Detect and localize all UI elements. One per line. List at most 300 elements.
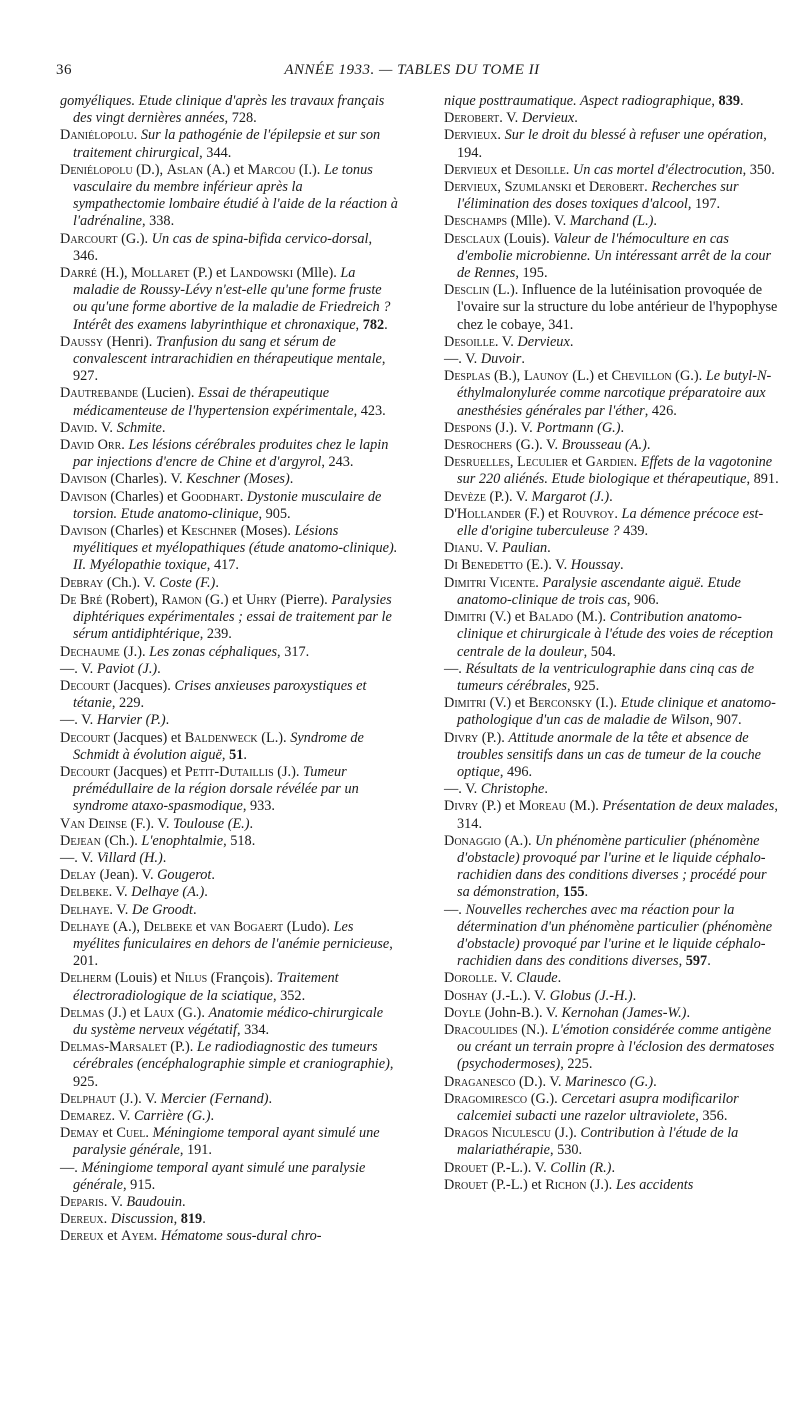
article-title: Lésions myélitiques et myélopathiques (étude anatomo-clinique). II. Myélopathie toxique [73,523,398,574]
article-title: Crises anxieuses paroxystiques et tétanie [73,677,367,712]
entry-text: (P.). V. [485,488,532,505]
author-name: Moreau [518,798,566,815]
index-entry [60,678,398,712]
author-name: Drouet [444,1176,488,1193]
entry-text: (Pierre). [276,591,332,608]
index-entry [60,592,398,644]
entry-text: . [620,419,625,436]
index-entry [60,385,398,419]
author-name: Marcou [247,161,296,178]
index-entry [60,523,398,575]
entry-text: . [619,557,624,574]
author-name: Rouvroy [562,505,615,522]
entry-text: (N.). [517,1021,552,1038]
article-title: Résultats de la ventriculographie dans cinq cas de tumeurs cérébrales [457,660,755,694]
entry-text: , 905. [258,505,291,522]
author-name: Dautrebande [60,385,139,402]
index-entry [444,368,782,420]
entry-text: . [182,1194,186,1210]
author-name: Dimitri [444,695,486,712]
entry-text: , 907. [709,712,742,729]
entry-text: (E.). V. [522,557,571,574]
article-title: Tumeur prémédullaire de la région dorsale révélée par un syndrome ataxo-spasmodique [73,763,359,815]
author-name: Demarez [60,1107,112,1124]
index-entry [60,471,398,488]
entry-text: (A.) et [203,161,248,178]
entry-text: (John-B.). V. [481,1004,562,1021]
entry-text: . [653,213,657,230]
author-name: Keschner [181,523,237,540]
article-title: Dervieux [517,333,570,350]
author-name: Launoy [523,368,569,385]
entry-text: (J.) et [104,1004,144,1021]
entry-text: (Louis) et [111,970,175,987]
entry-text: (J.). V. [491,419,537,436]
author-name: Gardien [585,454,634,471]
index-entry [444,489,782,506]
author-name: Baldenweck [184,729,258,746]
author-name: Landowski [229,265,294,282]
entry-text: . [243,746,247,763]
author-name: Decourt [60,729,110,746]
author-name: Debray [60,574,104,591]
entry-text: . V. [493,970,517,987]
entry-text: . [646,437,651,454]
entry-text: , 925. [566,677,600,694]
entry-text: , 927. [73,351,386,385]
article-title: Carrière (G.) [133,1107,211,1124]
author-name: Dechaume [60,643,120,660]
article-title: nique posttraumatique. Aspect radiographique [444,93,712,109]
index-column-left [60,93,398,1246]
author-name: Richon [545,1176,587,1193]
article-title: Paulian [501,540,548,557]
index-entry [444,231,782,283]
article-title: Un cas de spina-bifida cervico-dorsal [151,230,369,247]
entry-text: . V. [109,901,132,918]
entry-text: . [153,1228,161,1245]
index-entry [60,867,398,884]
author-name: Davison [60,523,107,540]
article-title: Marinesco (G.) [564,1073,654,1090]
author-name: Daussy [60,333,104,350]
index-entry [444,695,782,729]
article-title: Discussion [110,1211,174,1228]
entry-text: , 426. [644,402,677,419]
index-entry [60,1160,398,1194]
entry-text: , [555,884,564,901]
index-entry [444,1177,782,1194]
index-entry [444,540,782,557]
article-title: Harvier (P.) [96,712,166,729]
entry-text: . [204,884,208,901]
entry-text: (Moses). [236,523,295,540]
entry-text: . [644,179,652,196]
page-header [56,62,768,84]
entry-text: . [289,471,294,488]
entry-text: , 344. [199,144,232,161]
index-entry [60,1194,398,1211]
entry-text: , 229. [111,695,145,712]
entry-text: (J.). [273,763,304,780]
entry-text: , 423. [353,402,386,419]
index-entry [60,1228,398,1245]
entry-text: (Robert), [102,591,162,608]
entry-text: , 906. [626,591,659,608]
entry-text: 782 [362,316,385,333]
index-entry [60,1039,398,1091]
entry-text: , 728. [224,110,257,127]
entry-text: . [210,1107,215,1124]
entry-text: . [239,488,247,505]
entry-text: , 225. [560,1056,593,1073]
entry-text: (P.). [478,729,509,746]
index-entry [60,833,398,850]
entry-text: , 239. [199,626,232,643]
index-entry [444,506,782,540]
article-title: Schmite [116,419,162,436]
entry-text: , 243. [321,454,354,471]
entry-text: 155 [563,884,585,901]
index-entry [444,454,782,488]
entry-text: , 417. [206,557,239,574]
entry-text: (J.). V. [115,1090,161,1107]
entry-text: (Ch.). V. [103,574,160,591]
entry-text: (J.). [551,1125,581,1142]
author-name: Van Deinse [60,815,127,832]
article-title: La démence précoce est-elle d'origine tuberculeuse ? [457,505,764,540]
entry-text: (J.). [119,643,150,660]
entry-text: , 317. [277,643,310,660]
entry-text: . [161,419,166,436]
author-name: Nilus [174,970,208,987]
index-entry [444,1005,782,1022]
author-name: David Orr [60,437,122,454]
entry-text: (Jacques). [109,677,175,694]
index-entry [444,575,782,609]
author-name: Dorolle [444,970,494,987]
entry-text: , 334. [236,1021,270,1038]
index-entry [444,798,782,832]
entry-text: (J.-L.). V. [487,987,550,1004]
author-name: Despons [444,419,492,436]
author-name: Delhaye [60,901,110,918]
article-title: Kernohan (James-W.) [561,1004,687,1021]
entry-text: . [653,1073,657,1090]
author-name: Delphaut [60,1090,116,1107]
author-name: Deschamps [444,213,508,230]
index-entry [60,884,398,901]
article-title: Collin (R.) [550,1159,612,1176]
author-name: Desruelles [444,454,510,471]
author-name: Donaggio [444,832,501,849]
entry-text: . [215,574,219,591]
index-entry [444,93,782,110]
author-name: Davison [60,488,107,505]
entry-text: . [584,884,589,901]
entry-text: , 352. [272,987,306,1004]
author-name: David [60,419,95,436]
entry-text: —. V. [60,712,97,729]
entry-text: (G.) et [201,591,247,608]
index-entry [60,575,398,592]
article-title: Syndrome de Schmidt à évolution aiguë [73,729,364,763]
index-entry [60,420,398,437]
author-name: Ayem [121,1228,154,1245]
entry-text: (P.-L.). V. [487,1159,551,1176]
author-name: Darcourt [60,230,118,247]
author-name: Decourt [60,677,110,694]
entry-text: . [547,540,551,557]
entry-text: et [192,918,210,935]
entry-text: , 346. [73,230,373,264]
entry-text: . [565,161,573,178]
entry-text: et [98,1125,117,1142]
entry-text: (D.), [132,161,167,178]
entry-text: . [535,574,543,591]
article-title: L'enophtalmie [141,832,224,849]
entry-text: (L.). Influence de la lutéinisation provoquée de l'ovaire sur la structure du lobe antérieur de l'hypophyse chez le cobaye, 341. [457,282,778,333]
index-entry [60,764,398,816]
entry-text: (A.), [109,918,144,935]
author-name: Dianu [444,540,480,557]
entry-text: (G.). [117,230,152,247]
entry-text: . [145,1125,153,1142]
entry-text: (G.). V. [512,437,562,454]
entry-text: (F.). V. [127,815,173,832]
entry-text: —. [60,1159,82,1176]
index-entry [60,231,398,265]
index-entry [60,162,398,231]
index-entry [444,1125,782,1159]
entry-text: (Charles) et [106,488,182,505]
index-column-right [444,93,782,1194]
index-entry [60,265,398,334]
entry-text: . [544,781,548,798]
article-title: Duvoir [480,351,522,368]
article-title: Essai de thérapeutique médicamenteuse de l'hypertension expérimentale [73,385,354,419]
author-name: Dragos Niculescu [444,1125,552,1142]
article-title: Dystonie musculaire de torsion. Etude anatomo-clinique [73,488,382,522]
author-name: Dervieux [444,127,498,144]
author-name: Dejean [60,832,101,849]
entry-text: —. V. [60,660,97,677]
page-number: 36 [56,62,72,78]
entry-text: (Charles). V. [106,471,187,488]
index-entry [60,902,398,919]
author-name: Doshay [444,987,488,1004]
author-name: Dervieux [444,161,498,178]
article-title: Effets de la vagotonine sur 220 aliénés. Etude biologique et thérapeutique [457,454,773,488]
entry-text: (F.) et [521,505,563,522]
author-name: Leculier [517,454,568,471]
author-name: Derobert [444,110,500,127]
entry-text: (P.) et [189,265,230,282]
entry-text: (M.). [573,609,610,626]
entry-text: (P.-L.) et [487,1176,546,1193]
entry-text: , [173,1211,181,1228]
author-name: Di Benedetto [444,557,523,574]
index-entry [444,781,782,798]
article-title: Dervieux [521,110,575,127]
entry-text: (Mlle). [293,265,341,282]
entry-text: . [133,127,141,144]
author-name: Delmas-Marsalet [60,1039,167,1056]
index-entry [444,833,782,902]
entry-text: , 338. [141,213,175,230]
entry-text: —. V. [60,849,97,866]
entry-text: , 530. [549,1142,583,1159]
entry-text: (Mlle). V. [507,213,570,230]
entry-text: . [211,867,215,884]
entry-text: 439. [619,523,649,540]
article-title: Anatomie médico-chirurgicale du système nerveux végétatif [73,1004,384,1038]
index-entry [60,644,398,661]
index-entry [444,1160,782,1177]
entry-text: . [249,815,254,832]
entry-text: . V. [111,1107,134,1124]
author-name: Goodhart [181,488,240,505]
index-entry [444,351,782,368]
author-name: Delmas [60,1004,105,1021]
index-entry [444,420,782,437]
author-name: Dereux [60,1228,104,1245]
entry-text: , 518. [223,832,256,849]
index-entry [60,970,398,1004]
author-name: Deniélopolu [60,161,133,178]
entry-text: . [609,488,613,505]
entry-text: (Ch.). [100,832,142,849]
index-entry [444,661,782,695]
index-entry [60,93,398,127]
author-name: Delhaye [60,918,110,935]
index-entry [444,127,782,161]
index-entry [444,179,782,213]
entry-text: (Louis). [500,230,554,247]
entry-text: —. V. [444,781,481,798]
article-title: Traitement électroradiologique de la sciatique [73,970,339,1004]
entry-text: . V. [94,419,117,436]
author-name: Deparis [60,1194,104,1210]
author-name: Dervieux [444,179,498,196]
entry-text: . [162,849,167,866]
author-name: Delbeke [60,884,109,901]
entry-text: . [740,93,744,109]
index-entry [444,213,782,230]
article-title: Paralysie ascendante aiguë. Etude anatomo-clinique de trois cas [457,574,741,608]
entry-text: (Lucien). [138,385,199,402]
article-title: Villard (H.) [96,849,163,866]
entry-text: , 915. [123,1176,156,1193]
entry-text: . [497,127,505,144]
entry-text: . [157,660,161,677]
author-name: Desrochers [444,437,513,454]
article-title: Keschner (Moses) [186,471,290,488]
entry-text: (Charles) et [106,523,182,540]
article-title: Contribution anatomo-clinique et chirurgicale à l'étude des voies de réception centrale de la douleur [457,609,774,660]
author-name: Draganesco [444,1073,516,1090]
entry-text: , [355,316,363,333]
index-entry [60,1125,398,1159]
entry-text: , 314. [457,798,778,832]
index-entry [60,127,398,161]
index-entry [444,437,782,454]
entry-text: (I.). [592,695,621,712]
entry-text: . [521,351,525,368]
article-title: Tranfusion du sang et sérum de convalescent intrarachidien en thérapeutique mentale [73,333,382,368]
entry-text: , [221,746,230,763]
author-name: Cuel [116,1125,146,1142]
author-name: Davison [60,471,107,488]
index-entry [444,1091,782,1125]
entry-text: (Jacques) et [109,729,185,746]
index-entry [60,334,398,386]
entry-text: (Ludo). [283,918,334,935]
article-title: Hématome sous-dural chro- [160,1228,322,1245]
entry-text: , [678,953,686,970]
article-title: Delhaye (A.) [131,884,205,901]
article-title: Attitude anormale de la tête et absence de troubles sensitifs dans un cas de tumeur de la couche optique [457,729,762,780]
author-name: Desclin [444,282,490,299]
author-name: Daniélopolu [60,127,134,144]
author-name: Delbeke [143,918,193,935]
entry-text: . [121,437,129,454]
author-name: Petit-Dutaillis [184,763,274,780]
index-entry [60,850,398,867]
entry-text: , 925. [73,1056,394,1090]
entry-text: , 356. [695,1107,728,1124]
entry-text: (I.). [295,161,324,178]
entry-text: . [384,316,388,333]
author-name: Derobert [588,179,645,196]
entry-text: . [614,505,622,522]
entry-text: et [571,179,589,196]
article-title: Recherches sur l'élimination des doses toxiques d'alcool [457,179,739,213]
entry-text: , 350. [742,161,775,178]
entry-text: . [686,1004,691,1021]
author-name: Chevillon [611,368,672,385]
article-title: Paviot (J.) [96,660,158,677]
article-title: Méningiome temporal ayant simulé une paralysie générale [73,1125,380,1159]
entry-text: (D.). V. [515,1073,565,1090]
entry-text: . V. [103,1194,127,1210]
entry-text: (A.). [501,832,536,849]
article-title: Contribution à l'étude de la malariathérapie [457,1125,739,1159]
entry-text: . V. [499,110,522,127]
entry-text: . V. [479,540,502,557]
entry-text: , 191. [179,1142,212,1159]
entry-text: . [557,970,562,987]
index-entry [60,1211,398,1228]
entry-text: , [509,454,518,471]
entry-text: . [632,987,637,1004]
entry-text: . [103,1211,111,1228]
author-name: Delherm [60,970,112,987]
entry-text: 597 [685,953,708,970]
entry-text: . [569,333,574,350]
article-title: L'émotion considérée comme antigène ou créant un terrain propre à l'éclosion des dermatoses (psychodermoses) [457,1021,775,1073]
article-title: Houssay [570,557,620,574]
entry-text: , 195. [515,265,548,282]
entry-text: (V.) et [486,609,529,626]
index-entry [444,282,782,334]
entry-text: (François). [207,970,277,987]
article-title: Cercetari asupra modificarilor calcemiei subacti une razelor ultraviolete [457,1090,739,1124]
index-entry [60,712,398,729]
article-title: Valeur de l'hémoculture en cas d'embolie microbienne. Un intéressant arrêt de la cour de Rennes [457,230,772,282]
entry-text: et [568,454,586,471]
article-title: Un phénomène particulier (phénomène d'obstacle) provoqué par l'urine et le liquide céphalo-rachidien dans des conditions diverses ; procédé pour sa démonstration [457,832,767,901]
